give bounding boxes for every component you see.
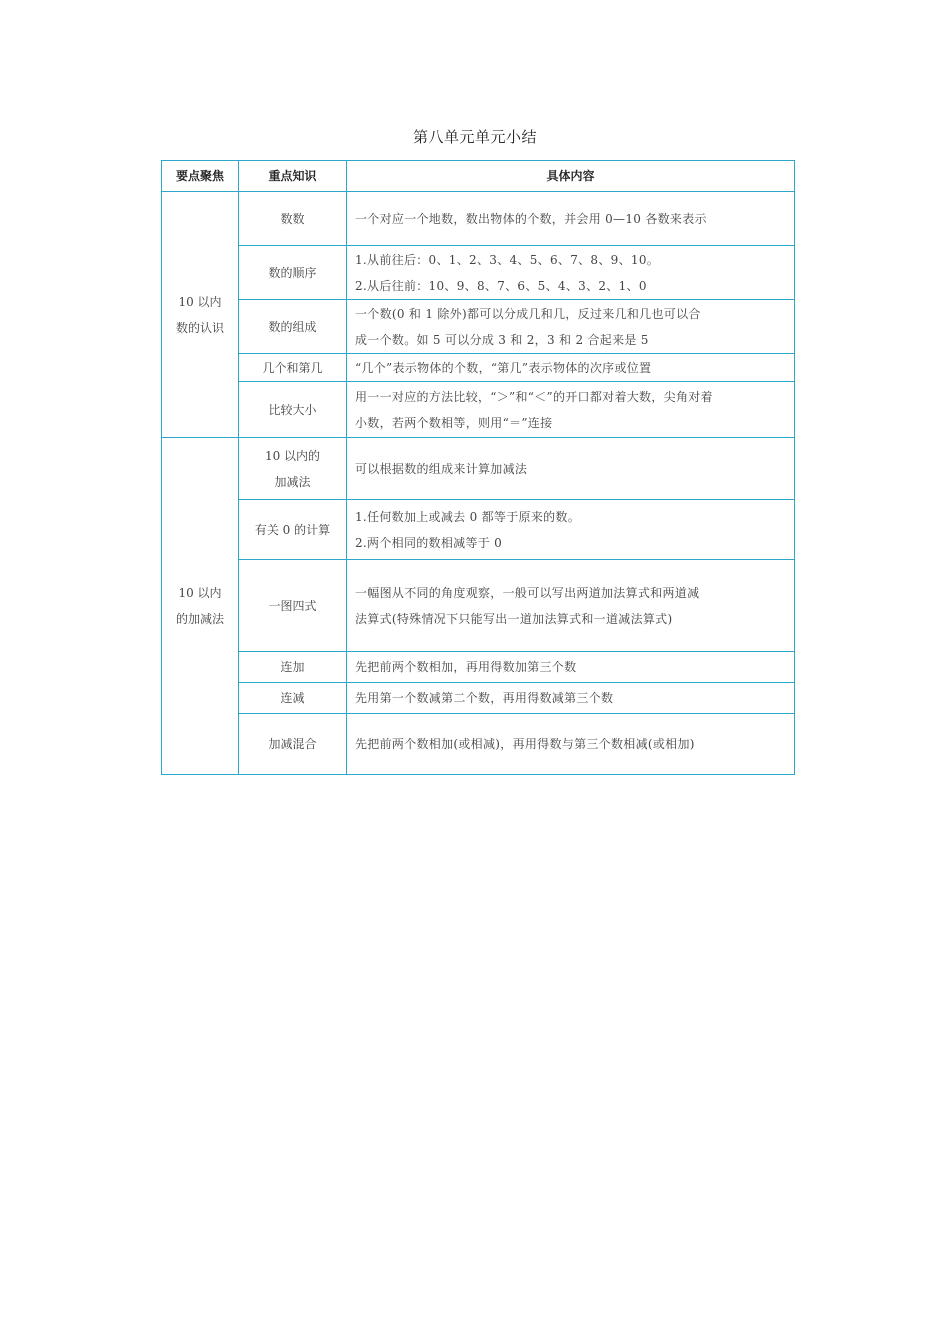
table-header-row <box>162 161 795 192</box>
header-content: 具体内容 <box>347 161 795 192</box>
topic-cell: 连加 <box>239 652 347 683</box>
topic-cell: 连减 <box>239 683 347 714</box>
table-row <box>162 300 795 354</box>
table-row <box>162 246 795 300</box>
page-title: 第八单元单元小结 <box>412 128 537 146</box>
category-number-recognition: 10 以内 数的认识 <box>162 192 239 438</box>
topic-cell: 一图四式 <box>239 560 347 652</box>
content-cell: 先把前两个数相加，再用得数加第三个数 <box>347 652 795 683</box>
table-row <box>162 683 795 714</box>
content-cell: 用一一对应的方法比较，“＞”和“＜”的开口都对着大数，尖角对着 小数，若两个数相等，则用“＝”连接 <box>347 382 795 438</box>
topic-cell: 数的顺序 <box>239 246 347 300</box>
content-cell: 一幅图从不同的角度观察，一般可以写出两道加法算式和两道减 法算式(特殊情况下只能写出一道加法算式和一道减法算式) <box>347 560 795 652</box>
header-key-points: 要点聚焦 <box>162 161 239 192</box>
table-row <box>162 192 795 246</box>
content-cell: “几个”表示物体的个数，“第几”表示物体的次序或位置 <box>347 354 795 382</box>
topic-cell: 数数 <box>239 192 347 246</box>
table-row <box>162 438 795 500</box>
content-cell: 一个数(0 和 1 除外)都可以分成几和几，反过来几和几也可以合 成一个数。如 5 可以分成 3 和 2，3 和 2 合起来是 5 <box>347 300 795 354</box>
topic-cell: 加减混合 <box>239 714 347 775</box>
table-row <box>162 652 795 683</box>
topic-cell: 数的组成 <box>239 300 347 354</box>
table-row <box>162 500 795 560</box>
topic-cell: 几个和第几 <box>239 354 347 382</box>
topic-cell: 有关 0 的计算 <box>239 500 347 560</box>
content-cell: 1.任何数加上或减去 0 都等于原来的数。 2.两个相同的数相减等于 0 <box>347 500 795 560</box>
topic-cell: 比较大小 <box>239 382 347 438</box>
content-cell: 先用第一个数减第二个数，再用得数减第三个数 <box>347 683 795 714</box>
table-row <box>162 354 795 382</box>
topic-cell: 10 以内的 加减法 <box>239 438 347 500</box>
header-knowledge: 重点知识 <box>239 161 347 192</box>
category-addition-subtraction: 10 以内 的加减法 <box>162 438 239 775</box>
content-cell: 可以根据数的组成来计算加减法 <box>347 438 795 500</box>
content-cell: 一个对应一个地数，数出物体的个数，并会用 0—10 各数来表示 <box>347 192 795 246</box>
table-row <box>162 382 795 438</box>
content-cell: 1.从前往后：0、1、2、3、4、5、6、7、8、9、10。 2.从后往前：10、9、8、7、6、5、4、3、2、1、0 <box>347 246 795 300</box>
table-row <box>162 560 795 652</box>
content-cell: 先把前两个数相加(或相减)，再用得数与第三个数相减(或相加) <box>347 714 795 775</box>
summary-table <box>161 160 795 775</box>
table-row <box>162 714 795 775</box>
